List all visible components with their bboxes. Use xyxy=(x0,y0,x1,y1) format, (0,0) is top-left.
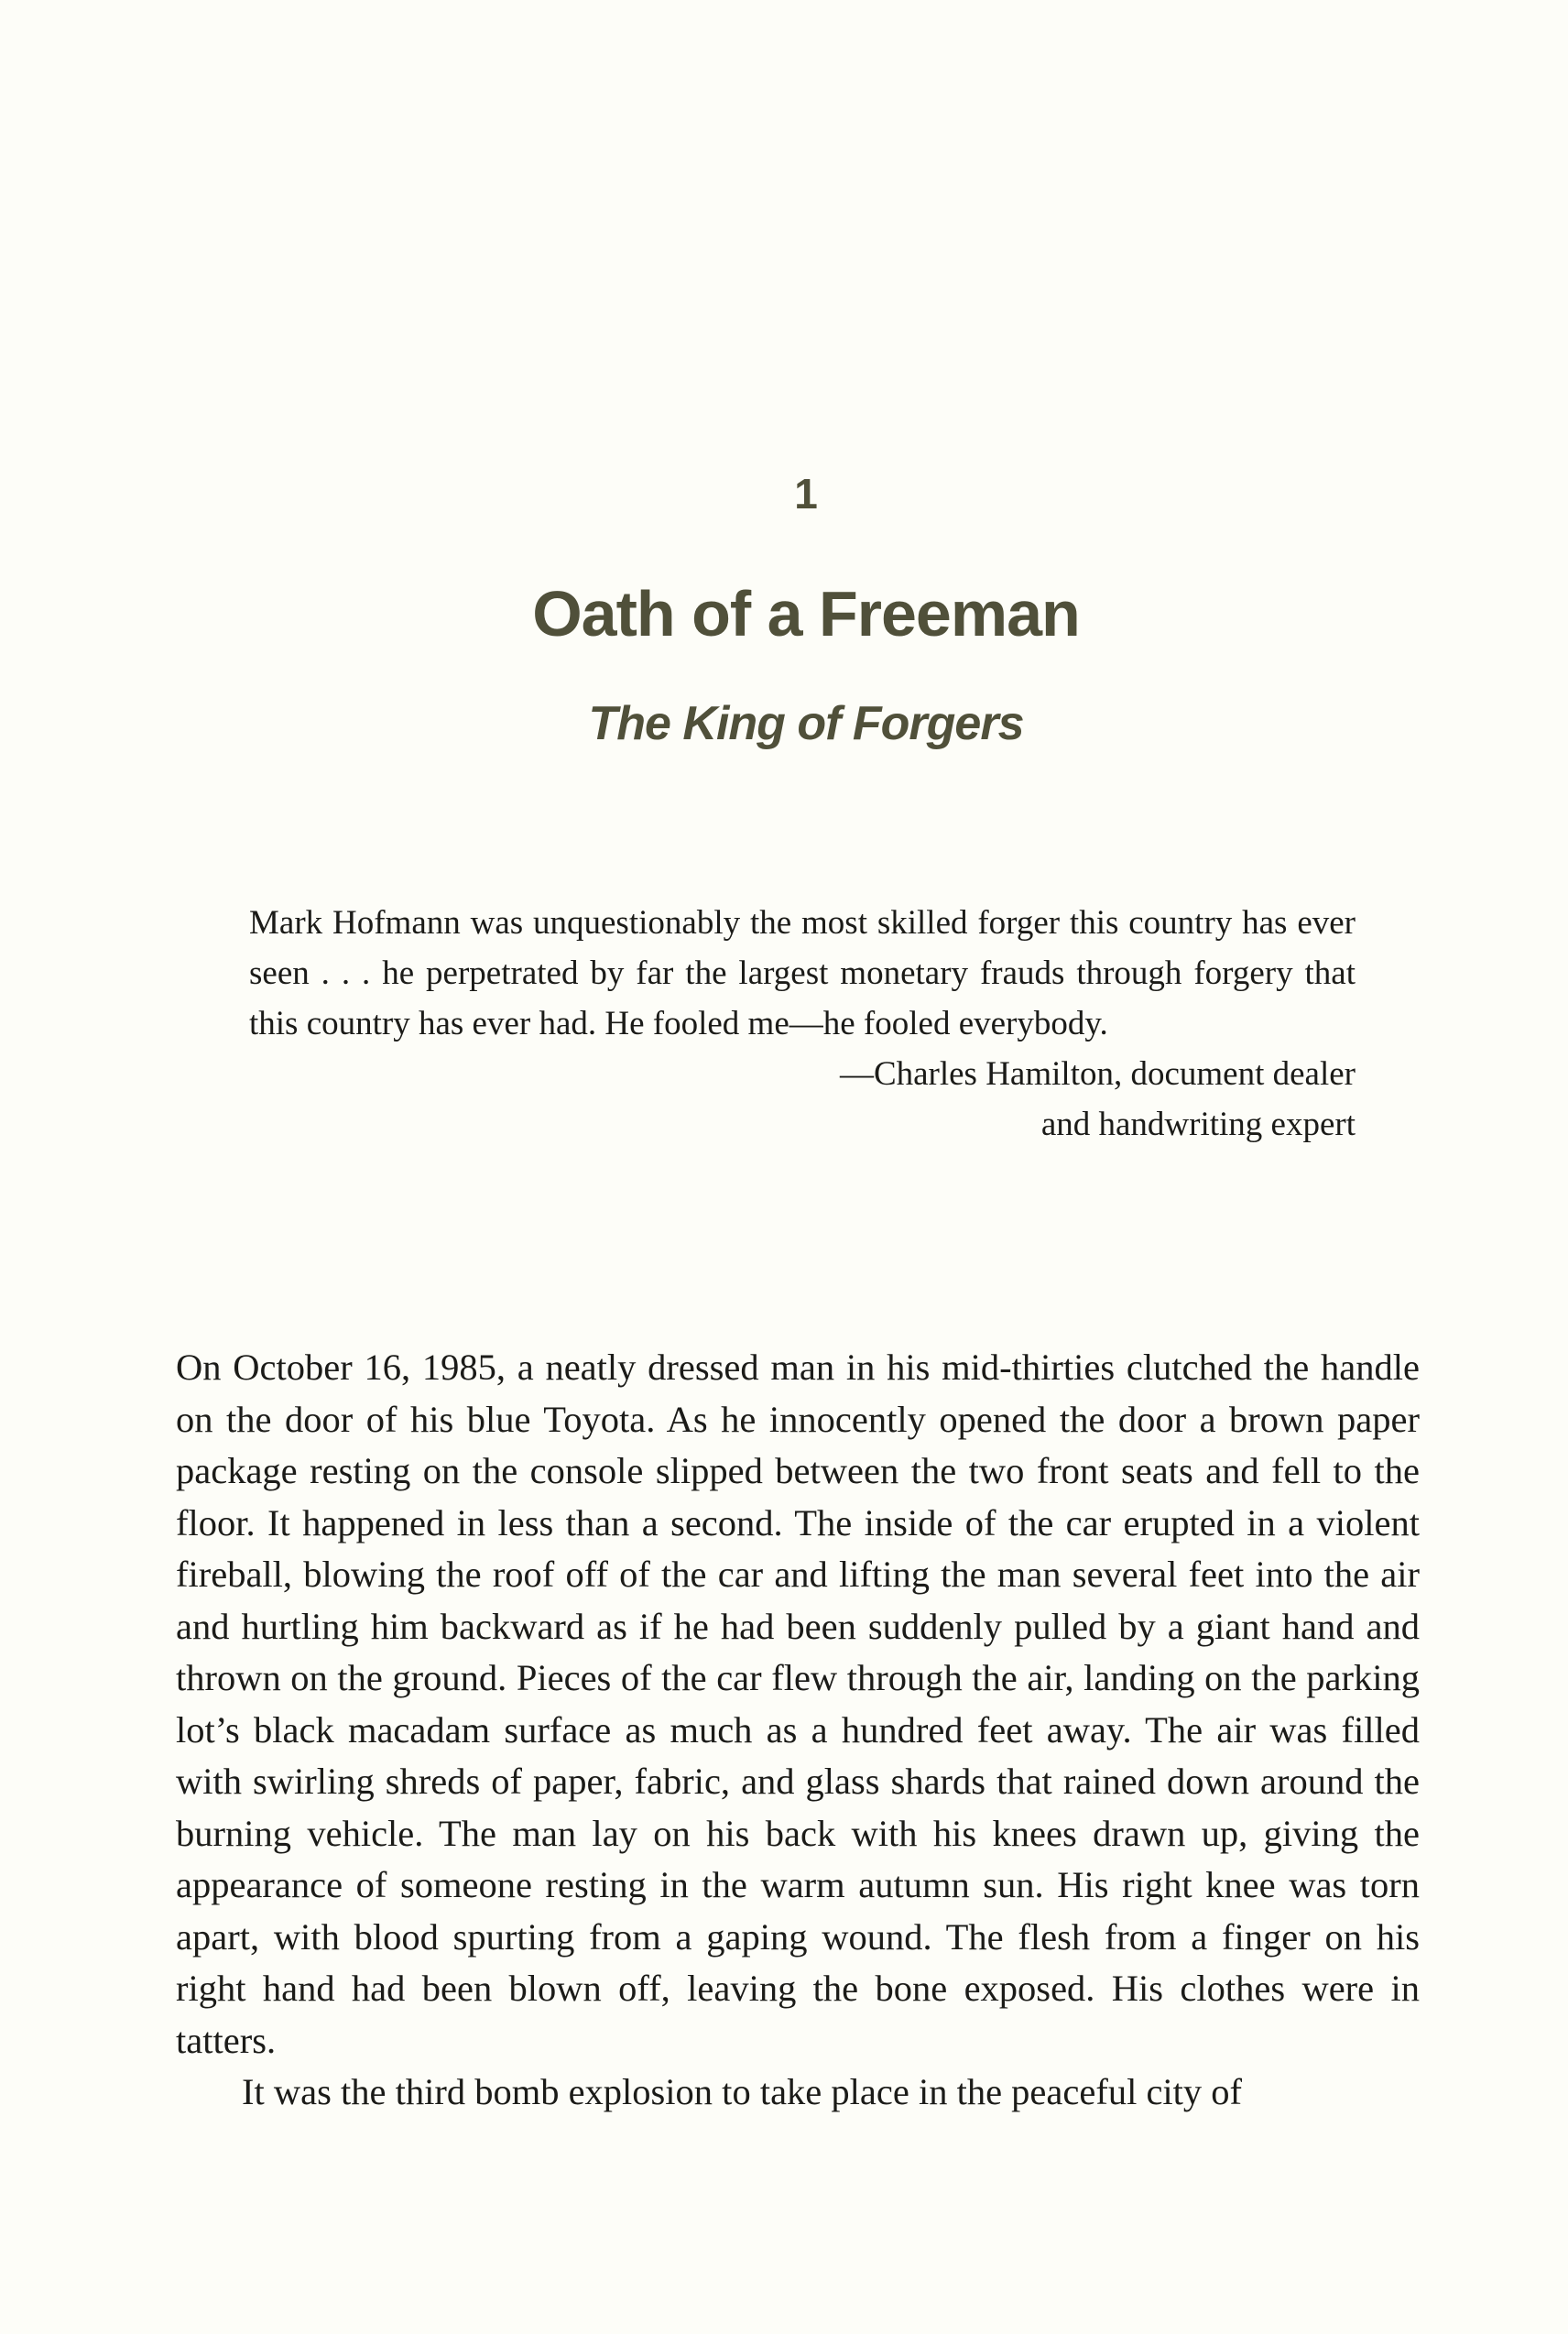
body-paragraph-2: It was the third bomb explosion to take place in the peaceful city of xyxy=(242,2071,1243,2112)
chapter-subtitle: The King of Forgers xyxy=(588,697,1024,750)
body-paragraph-1: On October 16, 1985, a neatly dressed man in his mid-thirties clutched the handle on the door of his blue Toyota. As he innocently opened the door a brown paper package resting on the console slipped between the two front seats and fell to the floor. It happened in less than a second. The inside of the car erupted in a violent fireball, blowing the roof off of the car and lifting the man several feet into the air and hurtling him backward as if he had been suddenly pulled by a giant hand and thrown on the ground. Pieces of the car flew through the air, landing on the parking lot’s black macadam surface as much as a hundred feet away. The air was filled with swirling shreds of paper, fabric, and glass shards that rained down around the burning vehicle. The man lay on his back with his knees drawn up, giving the appearance of someone resting in the warm autumn sun. His right knee was torn apart, with blood spurting from a gaping wound. The flesh from a finger on his right hand had been blown off, leaving the bone exposed. His clothes were in tatters. xyxy=(176,1347,1420,2061)
chapter-number: 1 xyxy=(794,470,818,518)
epigraph-attribution xyxy=(249,1049,1356,1150)
chapter-body xyxy=(176,1342,1420,2119)
epigraph-attribution-line-1: —Charles Hamilton, document dealer xyxy=(839,1055,1356,1093)
epigraph-quote: Mark Hofmann was unquestionably the most skilled forger this country has ever seen . . . he perpetrated by far the largest monetary frauds through forgery that this country has ever had. He fooled me—he fooled everybody. xyxy=(249,904,1356,1042)
epigraph-attribution-line-2: and handwriting expert xyxy=(1040,1106,1356,1143)
epigraph xyxy=(249,898,1356,1150)
chapter-title: Oath of a Freeman xyxy=(532,578,1080,649)
